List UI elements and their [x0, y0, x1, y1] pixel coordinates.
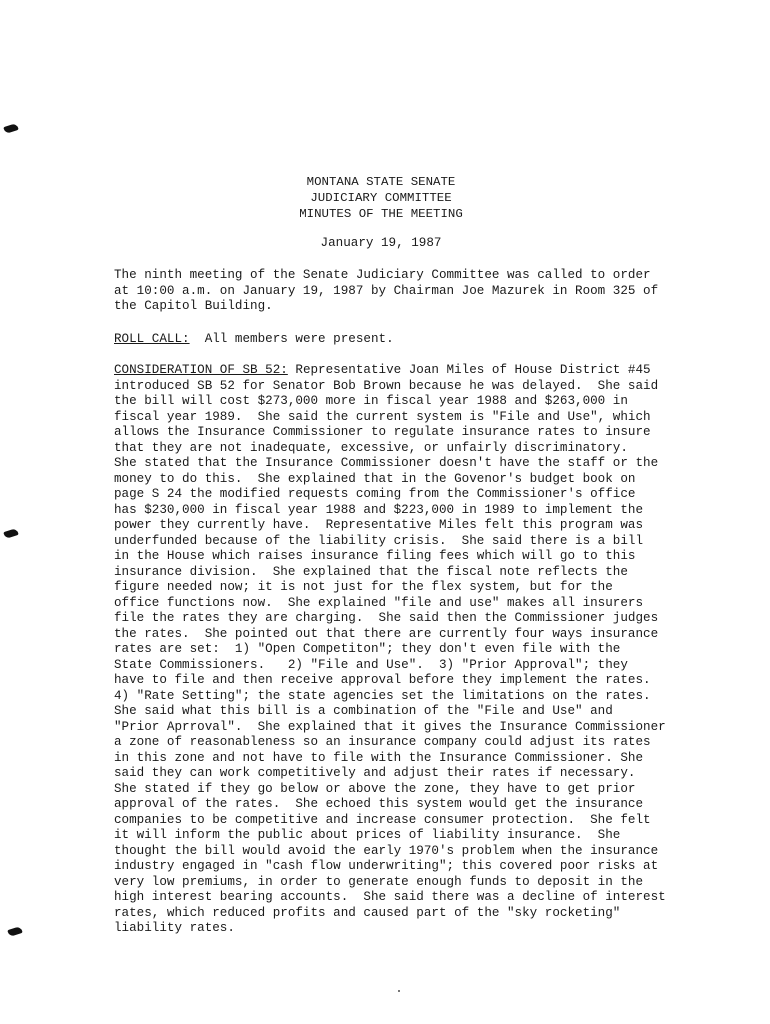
text-line: rates, which reduced profits and caused part of the "sky rocketing" [114, 905, 621, 920]
text-line: The ninth meeting of the Senate Judiciary Committee was called to order [114, 268, 651, 282]
text-line: liability rates. [114, 921, 235, 935]
hole-punch-mark [3, 123, 18, 134]
text-line: "Prior Aprroval". She explained that it gives the Insurance Commissioner [114, 719, 666, 734]
text-line: at 10:00 a.m. on January 19, 1987 by Chairman Joe Mazurek in Room 325 of [114, 283, 659, 298]
text-line: page S 24 the modified requests coming from the Commissioner's office [114, 487, 636, 501]
text-line: a zone of reasonableness so an insurance company could adjust its rates [114, 735, 651, 749]
text-line: approval of the rates. She echoed this system would get the insurance [114, 797, 644, 811]
roll-call-label: ROLL CALL: [114, 332, 190, 346]
text-line: She said what this bill is a combination of the "File and Use" and [114, 704, 613, 718]
text-line: the bill will cost $273,000 more in fiscal year 1988 and $263,000 in [114, 394, 628, 408]
text-line: in this zone and not have to file with the Insurance Commissioner. She [114, 750, 644, 765]
text-line: high interest bearing accounts. She said there was a decline of interest [114, 890, 666, 904]
text-line: 4) "Rate Setting"; the state agencies set the limitations on the rates. [114, 688, 651, 703]
text-line: have to file and then receive approval before they implement the rates. [114, 673, 651, 687]
text-line: the Capitol Building. [114, 299, 273, 313]
text-line: money to do this. She explained that in the Govenor's budget book on [114, 471, 636, 486]
text-line: in the House which raises insurance filing fees which will go to this [114, 549, 636, 563]
text-line: rates are set: 1) "Open Competiton"; they don't even file with the [114, 642, 621, 656]
hole-punch-mark [3, 528, 18, 539]
roll-call-paragraph [114, 332, 714, 348]
text-line: introduced SB 52 for Senator Bob Brown because he was delayed. She said [114, 378, 659, 393]
consideration-label: CONSIDERATION OF SB 52: [114, 363, 288, 377]
text-line: said they can work competitively and adjust their rates if necessary. [114, 766, 636, 780]
text-line: allows the Insurance Commissioner to regulate insurance rates to insure [114, 425, 651, 439]
document-heading [286, 174, 476, 222]
meeting-date: January 19, 1987 [320, 236, 442, 250]
text-line: it will inform the public about prices of liability insurance. She [114, 828, 621, 842]
text-line: fiscal year 1989. She said the current system is "File and Use", which [114, 409, 651, 424]
text-line: that they are not inadequate, excessive, or unfairly discriminatory. [114, 440, 628, 455]
consideration-first-line: Representative Joan Miles of House District #45 [287, 363, 651, 377]
roll-call-text: All members were present. [189, 332, 394, 346]
scan-speck [398, 990, 400, 992]
text-line: very low premiums, in order to generate enough funds to deposit in the [114, 874, 644, 889]
text-line: the rates. She pointed out that there are currently four ways insurance [114, 626, 659, 641]
text-line: power they currently have. Representative Miles felt this program was [114, 518, 644, 532]
text-line: thought the bill would avoid the early 1970's problem when the insurance [114, 843, 659, 858]
text-line [114, 363, 714, 379]
text-line: insurance division. She explained that the fiscal note reflects the [114, 564, 628, 579]
text-line: has $230,000 in fiscal year 1988 and $223,000 in 1989 to implement the [114, 502, 644, 517]
consideration-lines [114, 379, 714, 937]
text-line: State Commissioners. 2) "File and Use". 3) "Prior Approval"; they [114, 657, 628, 672]
text-line [114, 332, 714, 348]
heading-line: JUDICIARY COMMITTEE [310, 191, 452, 205]
heading-line: MONTANA STATE SENATE [306, 175, 456, 189]
text-line: figure needed now; it is not just for the flex system, but for the [114, 580, 613, 594]
text-line: She stated that the Insurance Commissioner doesn't have the staff or the [114, 456, 659, 470]
intro-paragraph [114, 268, 714, 315]
text-line: underfunded because of the liability crisis. She said there is a bill [114, 533, 644, 548]
text-line: file the rates they are charging. She said then the Commissioner judges [114, 611, 659, 625]
text-line: She stated if they go below or above the zone, they have to get prior [114, 781, 636, 796]
heading-line: MINUTES OF THE MEETING [299, 207, 463, 221]
consideration-paragraph [114, 363, 714, 937]
text-line: companies to be competitive and increase consumer protection. She felt [114, 812, 651, 827]
hole-punch-mark [7, 926, 22, 937]
text-line: office functions now. She explained "file and use" makes all insurers [114, 595, 644, 610]
text-line: industry engaged in "cash flow underwriting"; this covered poor risks at [114, 859, 659, 873]
